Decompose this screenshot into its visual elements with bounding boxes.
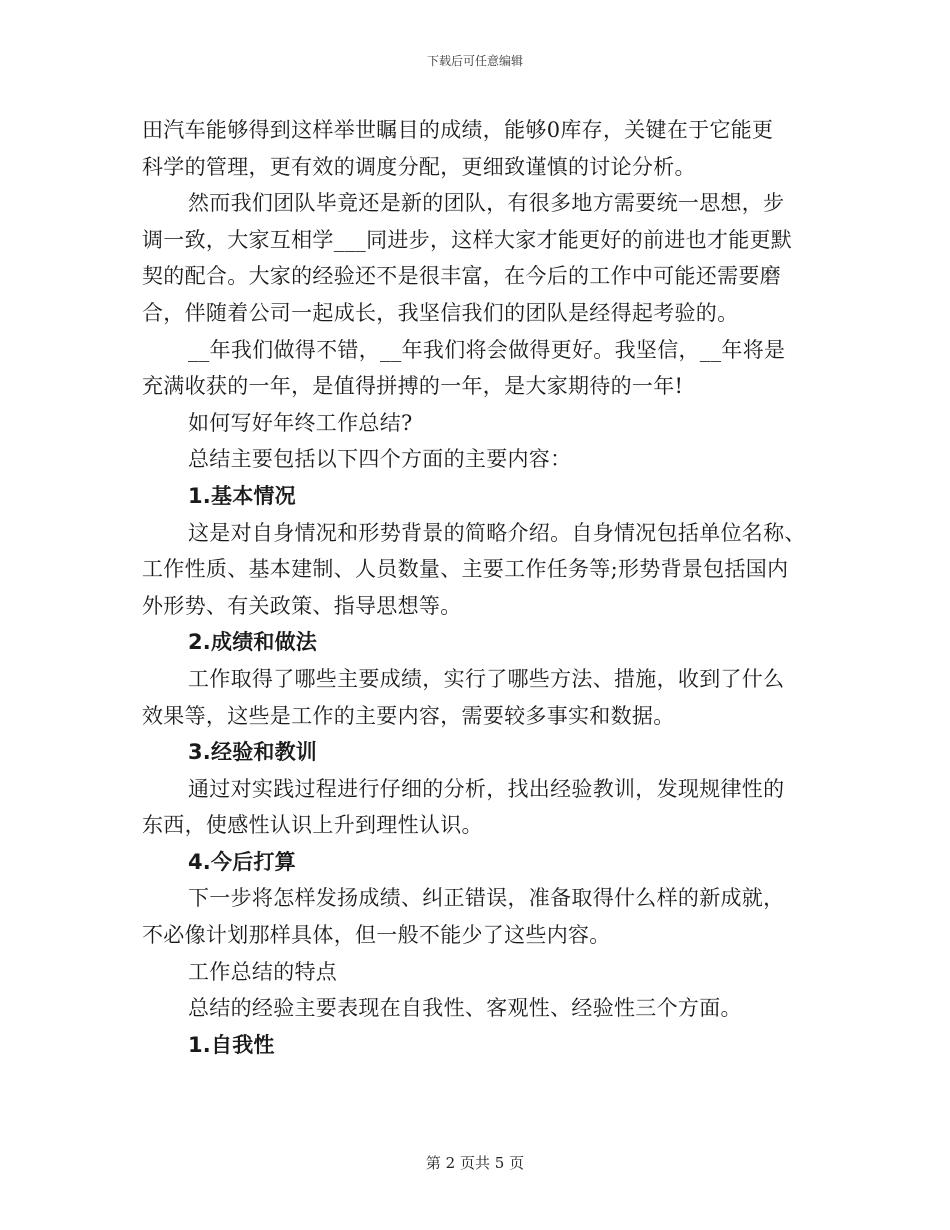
text-line: 下一步将怎样发扬成绩、纠正错误，准备取得什么样的新成就，	[188, 886, 785, 911]
page-header: 下载后可任意编辑	[426, 54, 523, 68]
text-line: 总结的经验主要表现在自我性、客观性、经验性三个方面。	[188, 996, 742, 1021]
section-heading: 4.今后打算	[188, 849, 296, 874]
text-line: 外形势、有关政策、指导思想等。	[142, 593, 462, 618]
text-line: 然而我们团队毕竟还是新的团队，有很多地方需要统一思想，步	[188, 191, 785, 216]
section-heading: 3.经验和教训	[188, 740, 317, 765]
text-line: 工作性质、基本建制、人员数量、主要工作任务等;形势背景包括国内	[142, 557, 789, 582]
text-line: 通过对实践过程进行仔细的分析，找出经验教训，发现规律性的	[188, 776, 785, 801]
text-line: 调一致，大家互相学___同进步，这样大家才能更好的前进也才能更默	[142, 227, 793, 252]
text-line: 田汽车能够得到这样举世瞩目的成绩，能够0库存，关键在于它能更	[142, 118, 774, 142]
text-line: 如何写好年终工作总结?	[188, 410, 413, 435]
text-line: 东西，使感性认识上升到理性认识。	[142, 813, 483, 838]
text-line: 这是对自身情况和形势背景的简略介绍。自身情况包括单位名称、	[188, 520, 806, 545]
text-line: 工作取得了哪些主要成绩，实行了哪些方法、措施，收到了什么	[188, 666, 785, 691]
page-footer: 第 2 页共 5 页	[425, 1154, 525, 1172]
text-line: 总结主要包括以下四个方面的主要内容：	[188, 447, 572, 472]
text-line: __年我们做得不错，__年我们将会做得更好。我坚信，__年将是	[188, 337, 786, 362]
section-heading: 1.基本情况	[188, 483, 296, 508]
text-line: 工作总结的特点	[188, 959, 338, 984]
text-line: 契的配合。大家的经验还不是很丰富，在今后的工作中可能还需要磨	[142, 264, 781, 289]
section-heading: 2.成绩和做法	[188, 630, 317, 655]
text-line: 充满收获的一年，是值得拼搏的一年，是大家期待的一年!	[142, 374, 684, 399]
text-line: 不必像计划那样具体，但一般不能少了这些内容。	[142, 923, 611, 948]
text-line: 科学的管理，更有效的调度分配，更细致谨慎的讨论分析。	[142, 154, 696, 179]
text-line: 合，伴随着公司一起成长，我坚信我们的团队是经得起考验的。	[142, 300, 739, 325]
section-heading: 1.自我性	[188, 1032, 275, 1057]
document-body	[142, 112, 810, 1063]
text-line: 效果等，这些是工作的主要内容，需要较多事实和数据。	[142, 703, 675, 728]
